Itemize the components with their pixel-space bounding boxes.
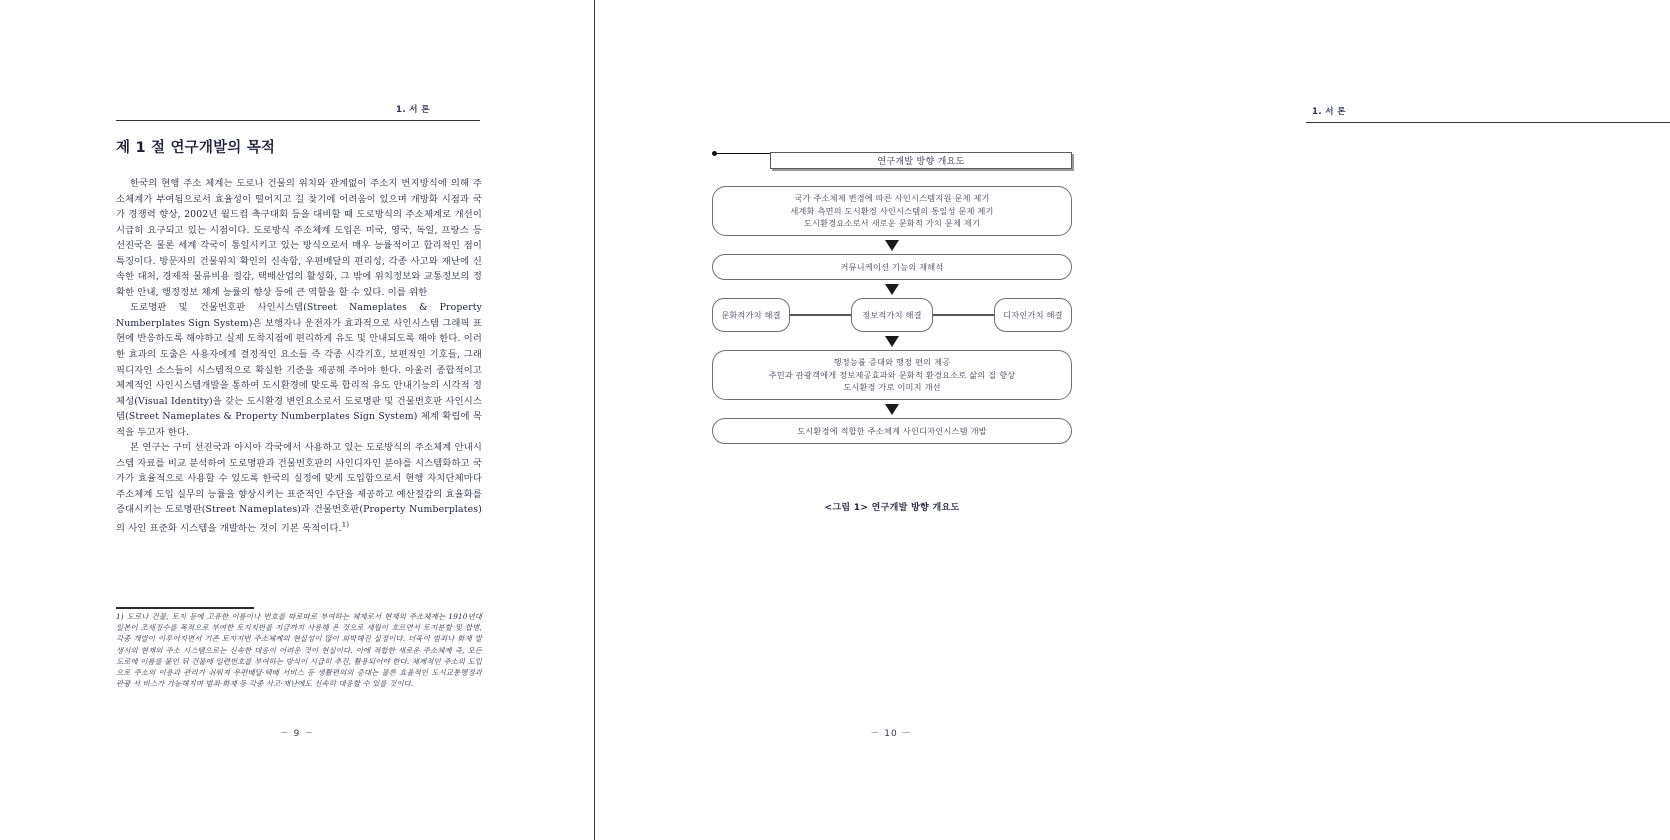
diagram-title-box — [770, 152, 1072, 169]
left-page-folio: － 9 － — [279, 729, 315, 739]
left-page — [0, 0, 594, 840]
arrow-down-icon-3 — [712, 332, 1072, 350]
footnote-block — [116, 611, 482, 689]
node-effects-line-3: 도시환경 가로 이미지 개선 — [843, 382, 941, 393]
diagram-node-problems — [712, 186, 1072, 236]
node-reinterpret-label: 커뮤니케이션 기능의 재해석 — [840, 261, 944, 272]
body-paragraph-3-text: 본 연구는 구미 선진국과 아시아 각국에서 사용하고 있는 도로방식의 주소체계 안내시스템 자료를 비교 분석하여 도로명판과 건물번호판의 사인디자인 분야를 시스템화하고 국가가 효율적으로 사용할 수 있도록 한국의 실정에 맞게 도입함으로서 현행 자치단체마다 주소체계 도입 실무의 능률을 향상시키는 표준적인 수단을 제공하고 예산절감의 효율화를 증대시키는 도로명판(Street Nameplates)과 건물번호판(Property Numberplates)의 사인 표준화 시스템을 개발하는 것이 기본 목적이다. — [116, 442, 482, 535]
diagram-title-label: 연구개발 방향 개요도 — [877, 157, 965, 167]
arrow-down-icon-2 — [712, 280, 1072, 298]
body-paragraph-3 — [116, 440, 482, 536]
node-problems-line-2: 세계화 측면의 도시환경 사인시스템의 통일성 문제 제기 — [790, 205, 994, 216]
footnote-text: 1) 도로나 건물, 토지 등에 고유한 이름이나 번호를 따로따로 부여하는 체제로서 현재의 주소체계는 1910년대 일본이 조세징수를 목적으로 부여한 토지지번를 지금까지 사용해 온 것으로 세월이 흐르면서 토지분할 및 합병, 각종 개발이 이루어지면서 기존 토지지번 주소체계의 현실성이 많이 희박해진 실정이다. 더욱이 범죄나 화재 발생시의 현재의 주소 시스템으로는 신속한 대응이 어려운 것이 현실이다. 이에 적합한 새로운 주소체계 즉, 모든 도로에 이름를 붙인 뒤 건물에 일련번호를 부여하는 방식이 시급히 추진, 활용되어야 한다. 체계적인 주소의 도입으로 주소의 이용과 관리가 쉬워져 우편배달·택배 서비스 등 생활편의의 증대는 물론 효율적인 도시교통행정과 관광 서 비스가 가능해지며 범죄·화재 등 각종 사고·재난에도 신속히 대응할 수 있를 것이다. — [116, 612, 482, 689]
diagram-node-information-value — [851, 298, 933, 332]
right-page-running-head: 1. 서 론 — [1312, 107, 1346, 117]
arrow-down-icon-4 — [712, 400, 1072, 418]
diagram-node-goal — [712, 418, 1072, 444]
flow-diagram — [712, 148, 1072, 513]
section-heading: 제 1 절 연구개발의 목적 — [116, 140, 276, 156]
node-effects-line-2: 주민과 관광객에게 정보제공효과와 문화적 환경요소로 삶의 질 향상 — [768, 369, 1016, 380]
diagram-node-reinterpret — [712, 254, 1072, 280]
node-problems-line-1: 국가 주소체제 변경에 따른 사인시스템지원 문제 제기 — [794, 193, 990, 204]
left-page-header-rule — [116, 120, 480, 121]
diagram-title-row — [712, 148, 1072, 170]
node-design-value-label: 디자인가치 해결 — [1003, 309, 1063, 320]
node-goal-label: 도시환경에 적합한 주소체계 사인디자인시스템 개발 — [797, 425, 987, 436]
right-page — [594, 0, 1346, 840]
right-page-header-rule — [1306, 122, 1670, 123]
body-paragraph-2: 도로명판 및 건물번호판 사인시스템(Street Nameplates & Property Numberplates Sign System)은 보행자나 운전자가 효과적으로 사인시스템 그래픽 표현에 반응하도록 해야하고 실제 도착지점에 편리하게 유도 및 안내되도록 해야 한다. 이러한 효과의 도출은 사용자에게 결정적인 요소들 즉 각종 시각기호, 보편적인 기호들, 그래픽디자인 소스들이 시스템적으로 확실한 기준을 제공해 주어야 한다. 아울러 종합적이고 체계적인 사인시스템개발을 통하여 도시환경에 맞도록 합리적 유도 안내기능의 시각적 정체성(Visual Identity)을 갖는 도시환경 변인요소로서 도로명판 및 건물번호판 사인시스템(Street Nameplates & Property Numberplates Sign System) 체계 확립에 목적을 두고자 한다. — [116, 302, 482, 438]
body-paragraph-1: 한국의 현행 주소 체계는 도로나 건물의 위치와 관계없이 주소지 번지방식에 의해 주소체계가 부여됨으로서 효율성이 떨어지고 길 찾기에 어려움이 있으며 개방화 시점과 국가 경쟁력 향상, 2002년 월드컵 축구대회 등을 대비할 때 도로방식의 주소체계로 개선이 시급히 요구되고 있는 시점이다. 도로방식 주소체계 도입은 미국, 영국, 독일, 프랑스 등 선진국은 물론 세계 각국이 통일시키고 있는 방식으로서 매우 능률적이고 합리적인 점이 특징이다. 방문자의 건물위치 확인의 신속함, 우편배달의 편리성, 각종 사고와 재난에 신속한 대처, 경제적 물류비용 절감, 택배산업의 활성화, 그 밖에 위치정보와 교통정보의 정확한 안내, 행정정보 체계 능률의 향상 등에 큰 역할을 할 수 있다. 이를 위한 — [116, 178, 482, 298]
node-effects-line-1: 행정능률 증대와 행정 편의 제공 — [833, 357, 951, 368]
connector-right — [933, 314, 994, 315]
left-page-running-head: 1. 서 론 — [396, 105, 430, 115]
node-problems-line-3: 도시환경요소로서 새로운 문화적 가치 문제 제기 — [803, 218, 981, 229]
right-page-folio: － 10 － — [870, 729, 912, 739]
figure-caption: <그림 1> 연구개발 방향 개요도 — [824, 503, 960, 513]
footnote-separator-rule — [116, 607, 254, 609]
diagram-value-row — [712, 298, 1072, 332]
connector-left — [790, 314, 851, 315]
diagram-node-design-value — [994, 298, 1072, 332]
spread-divider-line — [594, 0, 595, 840]
body-copy — [116, 176, 482, 537]
node-cultural-value-label: 문화적가치 해결 — [721, 309, 781, 320]
node-information-value-label: 정보적가치 해결 — [862, 309, 922, 320]
arrow-down-icon-1 — [712, 236, 1072, 254]
diagram-node-cultural-value — [712, 298, 790, 332]
diagram-node-effects — [712, 350, 1072, 400]
footnote-reference-marker: 1) — [341, 521, 349, 530]
